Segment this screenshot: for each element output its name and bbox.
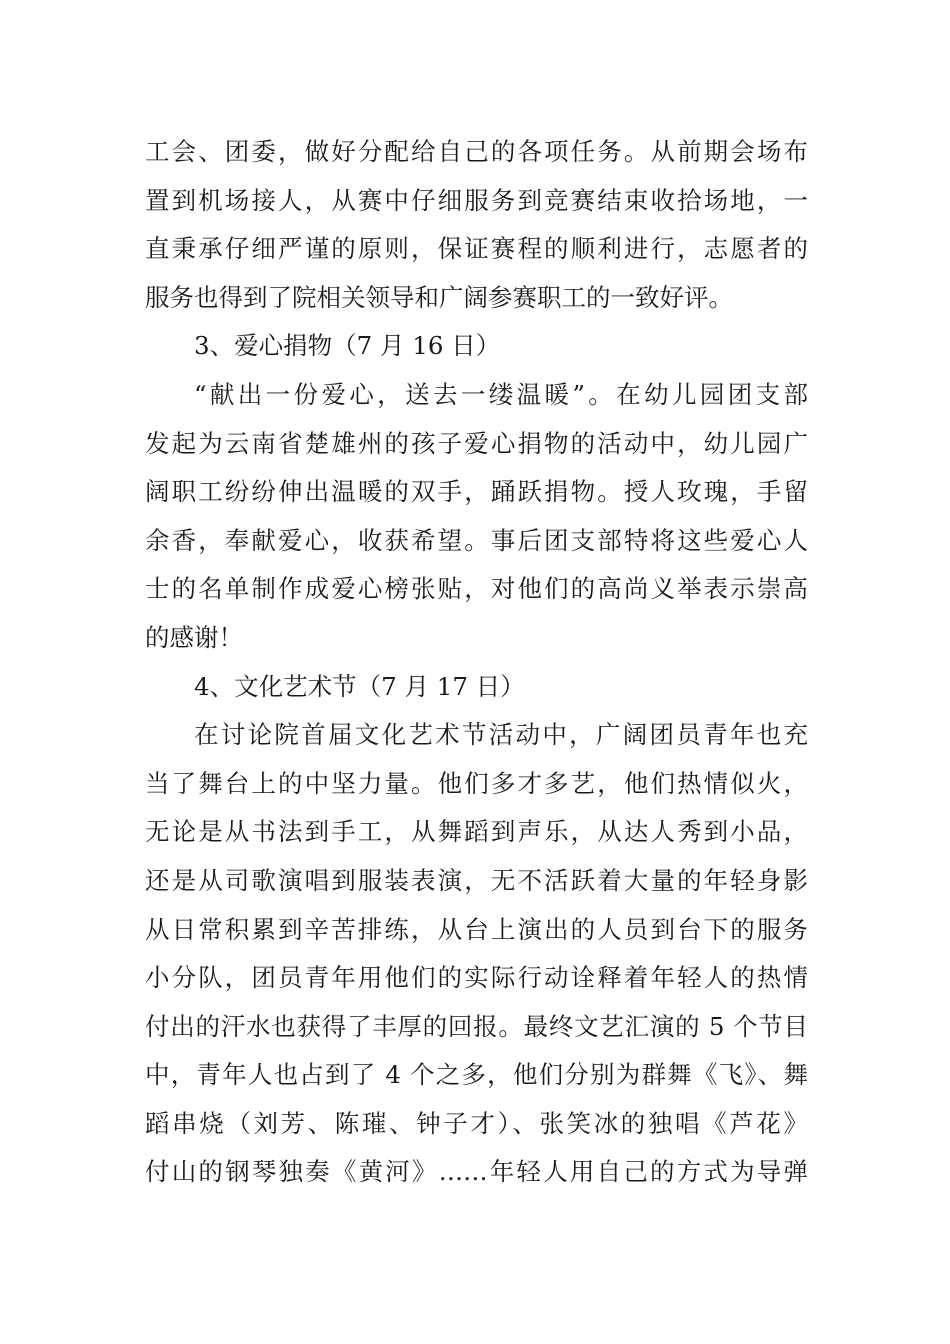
text-line: 中，青年人也占到了 4 个之多，他们分别为群舞《飞》、舞	[145, 1060, 808, 1090]
text-line: 还是从司歌演唱到服装表演，无不活跃着大量的年轻身影	[145, 865, 808, 895]
text-line: 当了舞台上的中坚力量。他们多才多艺，他们热情似火，	[145, 768, 808, 798]
text-line: 发起为云南省楚雄州的孩子爱心捐物的活动中，幼儿园广	[145, 428, 808, 458]
text-line: 置到机场接人，从赛中仔细服务到竞赛结束收拾场地，一	[145, 185, 808, 215]
text-line: 付山的钢琴独奏《黄河》……年轻人用自己的方式为导弹	[145, 1157, 808, 1187]
document-body	[145, 128, 808, 1197]
text-line: 在讨论院首届文化艺术节活动中，广阔团员青年也充	[194, 720, 808, 750]
text-line: 服务也得到了院相关领导和广阔参赛职工的一致好评。	[145, 282, 733, 312]
text-line: 无论是从书法到手工，从舞蹈到声乐，从达人秀到小品，	[145, 817, 808, 847]
text-line: 付出的汗水也获得了丰厚的回报。最终文艺汇演的 5 个节目	[145, 1011, 808, 1041]
text-line: “献出一份爱心，送去一缕温暖”。在幼儿园团支部	[194, 379, 808, 409]
section-heading-donation: 3、爱心捐物（7 月 16 日）	[194, 331, 501, 361]
text-line: 阔职工纷纷伸出温暖的双手，踊跃捐物。授人玫瑰，手留	[145, 477, 808, 507]
section-heading-arts-festival: 4、文化艺术节（7 月 17 日）	[194, 671, 525, 701]
text-line: 蹈串烧（刘芳、陈璀、钟子才）、张笑冰的独唱《芦花》	[145, 1108, 808, 1138]
text-line: 余香，奉献爱心，收获希望。事后团支部特将这些爱心人	[145, 525, 808, 555]
text-line: 工会、团委，做好分配给自己的各项任务。从前期会场布	[145, 137, 808, 166]
text-line: 小分队，团员青年用他们的实际行动诠释着年轻人的热情	[145, 963, 808, 993]
text-line: 直秉承仔细严谨的原则，保证赛程的顺利进行，志愿者的	[145, 234, 808, 264]
text-line: 从日常积累到辛苦排练，从台上演出的人员到台下的服务	[145, 914, 808, 944]
text-line: 的感谢！	[145, 622, 243, 652]
text-line: 士的名单制作成爱心榜张贴，对他们的高尚义举表示崇高	[145, 574, 808, 604]
